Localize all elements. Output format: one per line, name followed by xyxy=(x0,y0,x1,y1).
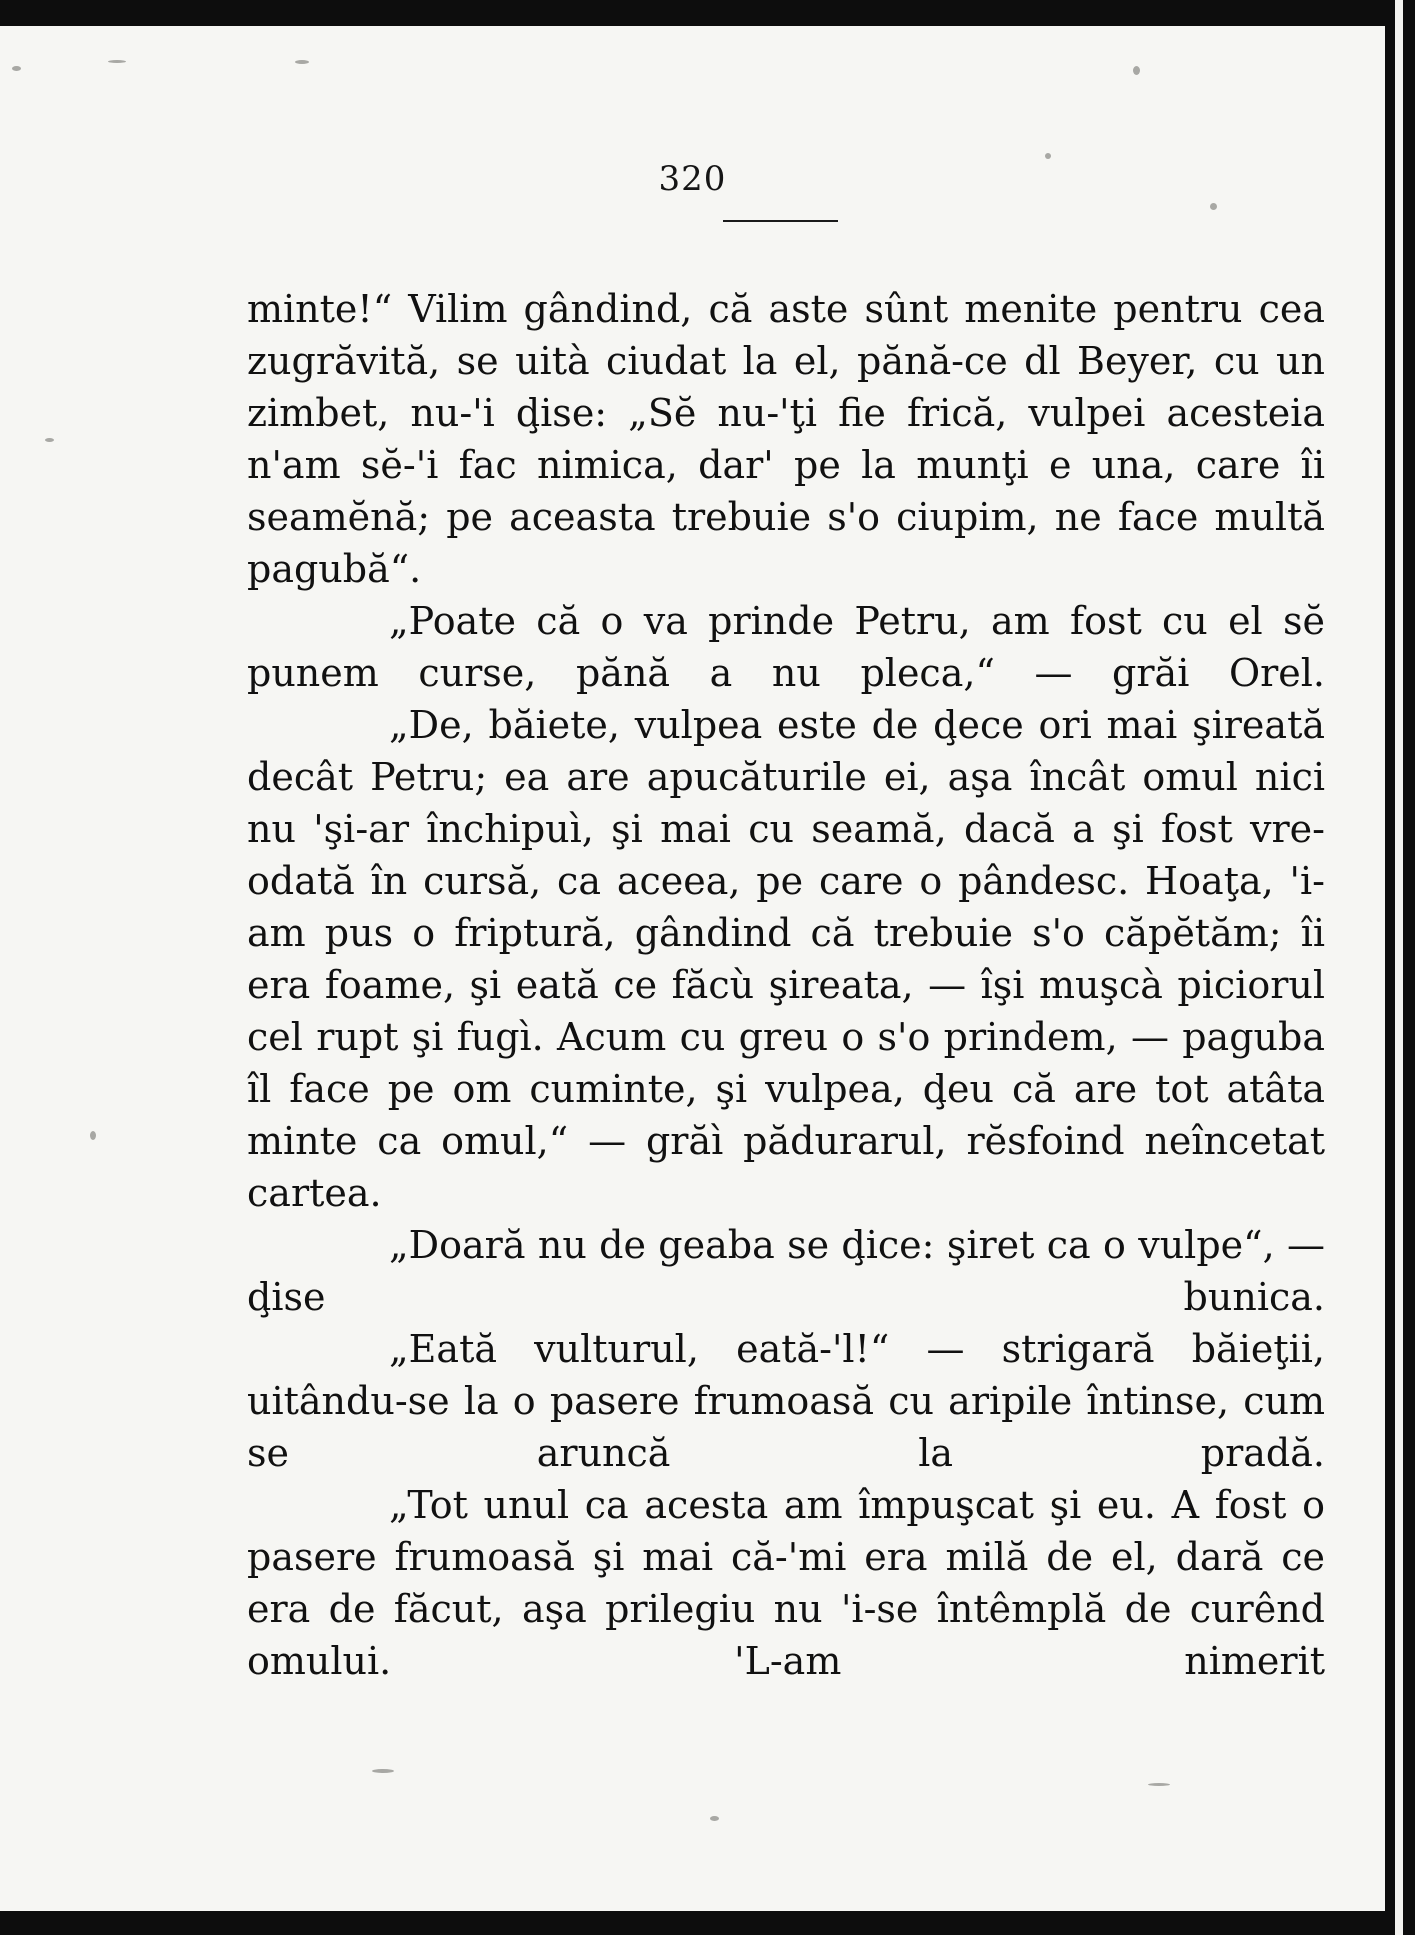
paragraph: „Poate că o va prinde Petru, am fost cu el sĕ punem curse, pănă a nu pleca,“ — grăi Orel. xyxy=(247,599,1325,695)
page-number: 320 xyxy=(658,159,727,199)
page-edge xyxy=(1395,0,1403,1935)
paragraph: „De, băiete, vulpea este de ḑece ori mai şireată decât Petru; ea are apucăturile ei, aşa încât omul nici nu 'şi-ar închipuì, şi mai cu seamă, dacă a şi fost vre-odată în cursă, ca aceea, pe care o pândesc. Hoaţa, 'i-am pus o friptură, gândind că trebuie s'o căpĕtăm; îi era foame, şi eată ce făcù şireata, — îşi muşcà piciorul cel rupt şi fugì. Acum cu greu o s'o prindem, — paguba îl face pe om cuminte, şi vulpea, ḑeu că are tot atâta minte ca omul,“ — grăì pădurarul, rĕsfoind neîncetat cartea. xyxy=(247,703,1325,1215)
paragraph: minte!“ Vilim gândind, că aste sûnt menite pentru cea zugrăvită, se uità ciudat la el, pănă-ce dl Beyer, cu un zimbet, nu-'i ḑise: „Sĕ nu-'ţi fie frică, vulpei acesteia n'am sĕ-'i fac nimica, dar' pe la munţi e una, care îi seamĕnă; pe aceasta trebuie s'o ciupim, ne face multă pagubă“. xyxy=(247,287,1325,591)
paragraph: „Tot unul ca acesta am împuşcat şi eu. A fost o pasere frumoasă şi mai că-'mi era milă de el, dară ce era de făcut, aşa prilegiu nu 'i-se întêmplă de curênd omului. 'L-am nimerit xyxy=(247,1483,1325,1683)
page-number-rule xyxy=(723,220,838,222)
book-page xyxy=(0,26,1385,1911)
body-text xyxy=(247,283,1325,1687)
paragraph: „Doară nu de geaba se ḑice: şiret ca o vulpe“, — ḑise bunica. xyxy=(247,1223,1325,1319)
paragraph: „Eată vulturul, eată-'l!“ — strigară băieţii, uitându-se la o pasere frumoasă cu aripile întinse, cum se aruncă la pradă. xyxy=(247,1327,1325,1475)
